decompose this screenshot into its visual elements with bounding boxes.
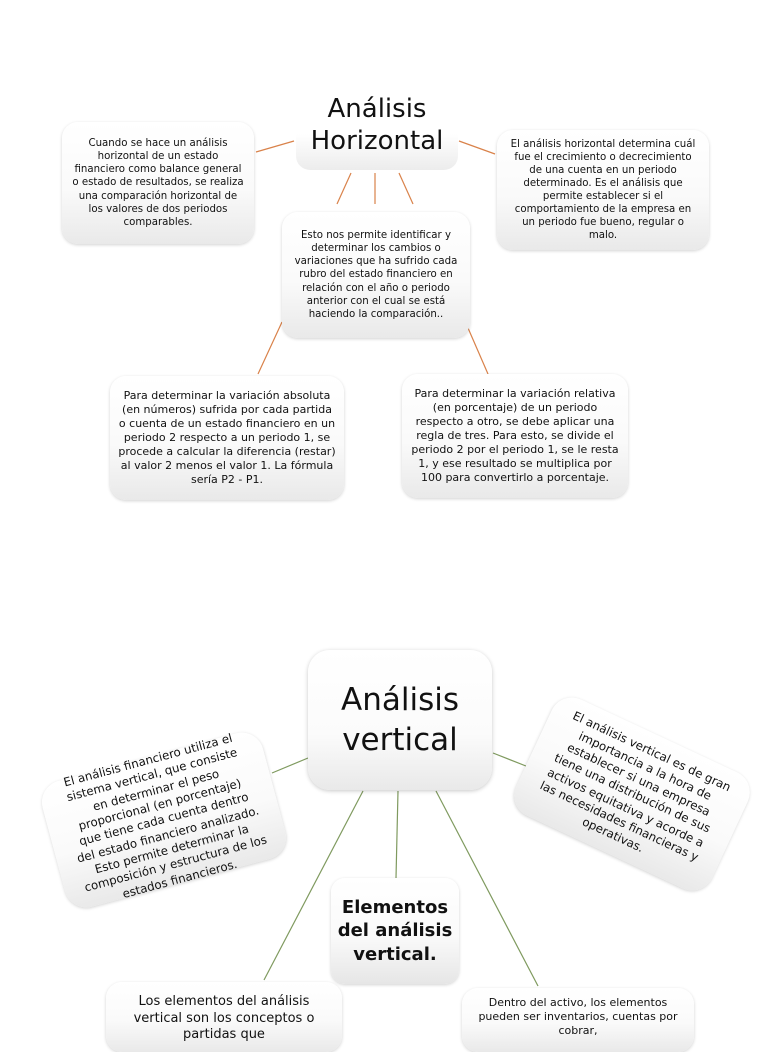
horizontal-left-box bbox=[62, 122, 254, 244]
connector-h-center-right bbox=[399, 173, 413, 204]
horizontal-center-text: Esto nos permite identificar y determinar los cambios o variaciones que ha sufrido cada rubro del estado financiero en relación con el año o periodo anterior con el cual se está haciendo la comparación.. bbox=[294, 230, 458, 320]
vertical-left-text: El análisis financiero utiliza el sistema vertical, que consiste en determinar el peso proporcional (en porcentaje) que tiene cada cuenta dentro del estado financiero analizado. Esto permite determinar la composición y estructura de los estados financieros. bbox=[62, 730, 269, 901]
horizontal-bottom-left-text: Para determinar la variación absoluta (en números) sufrida por cada partida o cuenta de un estado financiero en un periodo 2 respecto a un periodo 1, se procede a calcular la diferencia (restar) al valor 2 menos el valor 1. La fórmula sería P2 - P1. bbox=[118, 388, 336, 487]
horizontal-bottom-left-box bbox=[110, 376, 344, 500]
connector-h-center-left bbox=[337, 173, 351, 204]
horizontal-bottom-right-box bbox=[402, 374, 628, 498]
horizontal-bottom-right-text: Para determinar la variación relativa (en porcentaje) de un periodo respecto a otro, se debe aplicar una regla de tres. Para esto, se divide el periodo 2 por el periodo 1, se le resta 1, y ese resultado se multiplica por 100 para convertirlo a porcentaje. bbox=[411, 386, 619, 485]
connector-h-bottom-right bbox=[468, 328, 488, 374]
connector-v-left bbox=[272, 758, 308, 773]
vertical-elements-text: Elementos del análisis vertical. bbox=[337, 896, 453, 965]
vertical-bottom-right-text: Dentro del activo, los elementos pueden ser inventarios, cuentas por cobrar, bbox=[478, 996, 678, 1038]
vertical-bottom-left-box bbox=[106, 982, 342, 1052]
connector-v-elements bbox=[396, 791, 398, 878]
connector-h-bottom-left bbox=[258, 322, 282, 374]
horizontal-right-text: El análisis horizontal determina cuál fue el crecimiento o decrecimiento de una cuenta en un periodo determinado. Es el análisis que permite establecer si el comportamiento de la empresa en un periodo fue bueno, regular o malo. bbox=[510, 138, 696, 242]
horizontal-title: Análisis Horizontal bbox=[296, 80, 458, 170]
vertical-bottom-left-text: Los elementos del análisis vertical son los conceptos o partidas que bbox=[133, 994, 315, 1043]
vertical-title: Análisis vertical bbox=[308, 650, 492, 790]
horizontal-right-box bbox=[497, 130, 709, 250]
horizontal-center-box bbox=[282, 212, 470, 338]
vertical-right-text: El análisis vertical es de gran importancia a la hora de establecer si una empresa tiene una distribución de sus activos equitativa y acorde a las necesidades financieras y operativas. bbox=[537, 708, 733, 865]
horizontal-left-text: Cuando se hace un análisis horizontal de un estado financiero como balance general o estado de resultados, se realiza una comparación horizontal de los valores de dos periodos comparables. bbox=[72, 138, 244, 228]
connector-h-right bbox=[459, 141, 495, 154]
vertical-bottom-right-box bbox=[462, 988, 694, 1052]
connector-h-left bbox=[256, 141, 294, 152]
vertical-elements-box bbox=[331, 878, 459, 984]
